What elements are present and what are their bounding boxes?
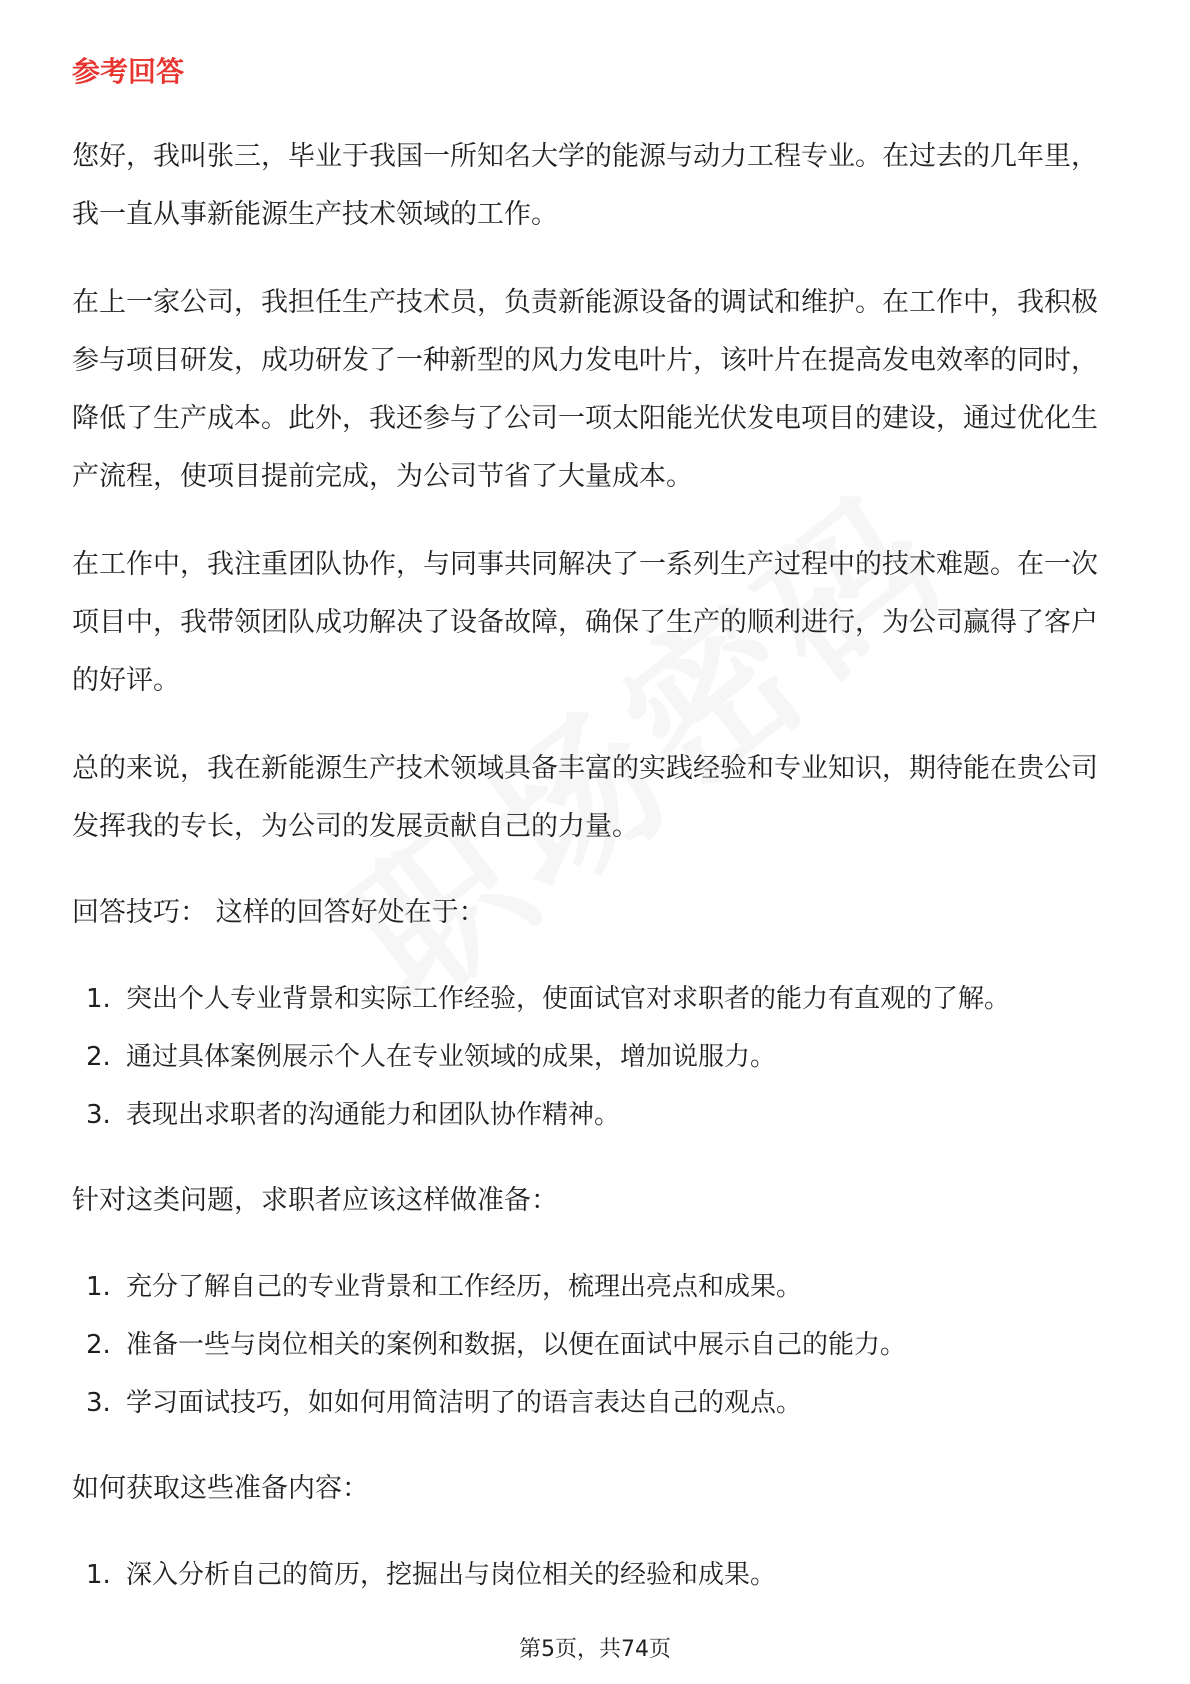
list-item-number: 1. [86, 1560, 111, 1590]
tips-list [72, 970, 1122, 1144]
tips-label: 回答技巧： 这样的回答好处在于： [72, 897, 486, 928]
list-item [86, 1374, 1122, 1432]
section-heading: 参考回答 [72, 55, 185, 88]
list-item-number: 2. [86, 1042, 111, 1072]
list-item-text: 突出个人专业背景和实际工作经验，使面试官对求职者的能力有直观的了解。 [126, 984, 1011, 1014]
list-item [86, 970, 1122, 1028]
prepare-label: 针对这类问题，求职者应该这样做准备： [72, 1185, 558, 1216]
list-item-number: 1. [86, 1272, 111, 1302]
list-item [86, 1086, 1122, 1144]
list-item-number: 1. [86, 984, 111, 1014]
list-item [86, 1258, 1122, 1316]
list-item-number: 3. [86, 1100, 111, 1130]
list-item [86, 1028, 1122, 1086]
paragraph-intro: 您好，我叫张三，毕业于我国一所知名大学的能源与动力工程专业。在过去的几年里，我一直从事新能源生产技术领域的工作。 [72, 141, 1098, 230]
list-item-text: 通过具体案例展示个人在专业领域的成果，增加说服力。 [126, 1042, 777, 1072]
prepare-list [72, 1258, 1122, 1432]
obtain-list [72, 1546, 1122, 1604]
list-item-text: 深入分析自己的简历，挖掘出与岗位相关的经验和成果。 [126, 1560, 777, 1590]
page-number-footer: 第5页，共74页 [519, 1637, 671, 1662]
paragraph-summary: 总的来说，我在新能源生产技术领域具备丰富的实践经验和专业知识，期待能在贵公司发挥我的专长，为公司的发展贡献自己的力量。 [72, 753, 1098, 842]
list-item-text: 充分了解自己的专业背景和工作经历，梳理出亮点和成果。 [126, 1272, 803, 1302]
list-item-text: 表现出求职者的沟通能力和团队协作精神。 [126, 1100, 621, 1130]
list-item-text: 准备一些与岗位相关的案例和数据，以便在面试中展示自己的能力。 [126, 1330, 907, 1360]
list-item [86, 1316, 1122, 1374]
list-item [86, 1546, 1122, 1604]
document-body [72, 44, 1122, 1604]
list-item-number: 2. [86, 1330, 111, 1360]
paragraph-experience: 在上一家公司，我担任生产技术员，负责新能源设备的调试和维护。在工作中，我积极参与项目研发，成功研发了一种新型的风力发电叶片，该叶片在提高发电效率的同时，降低了生产成本。此外，我还参与了公司一项太阳能光伏发电项目的建设，通过优化生产流程，使项目提前完成，为公司节省了大量成本。 [72, 287, 1098, 492]
obtain-label: 如何获取这些准备内容： [72, 1473, 369, 1504]
list-item-number: 3. [86, 1388, 111, 1418]
paragraph-teamwork: 在工作中，我注重团队协作，与同事共同解决了一系列生产过程中的技术难题。在一次项目中，我带领团队成功解决了设备故障，确保了生产的顺利进行，为公司赢得了客户的好评。 [72, 549, 1098, 696]
list-item-text: 学习面试技巧，如如何用简洁明了的语言表达自己的观点。 [126, 1388, 803, 1418]
